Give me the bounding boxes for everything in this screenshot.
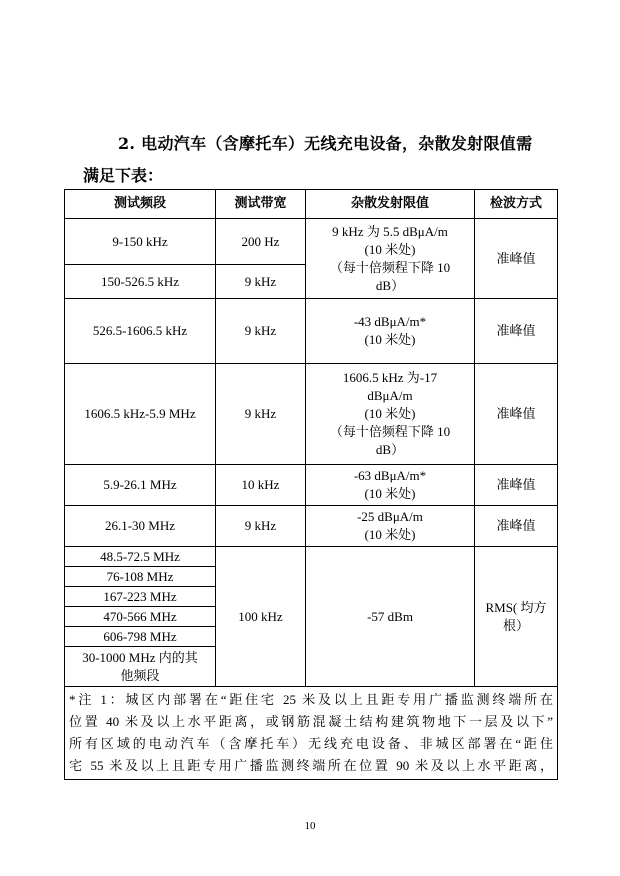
limit-line: (10 米处) — [364, 486, 416, 501]
detector-cell: 准峰值 — [475, 299, 558, 364]
table-row — [65, 547, 558, 567]
detector-cell: 准峰值 — [475, 465, 558, 506]
limit-cell: -57 dBm — [306, 547, 475, 687]
limit-line: (10 米处) — [364, 406, 416, 421]
table-row — [65, 299, 558, 364]
section-heading-line1: 2. 电动汽车（含摩托车）无线充电设备，杂散发射限值需 — [118, 134, 533, 153]
band-cell: 470-566 MHz — [65, 607, 216, 627]
band-cell — [65, 647, 216, 687]
bandwidth-cell: 10 kHz — [216, 465, 306, 506]
limit-line: （每十倍频程下降 10 — [329, 259, 451, 275]
limit-line: -43 dBμA/m* — [353, 314, 427, 329]
table-row — [65, 364, 558, 465]
bandwidth-cell: 9 kHz — [216, 265, 306, 299]
limit-line: 1606.5 kHz 为-17 — [342, 370, 438, 385]
header-detector: 检波方式 — [475, 190, 558, 219]
band-cell: 526.5-1606.5 kHz — [65, 299, 216, 364]
detector-cell: 准峰值 — [475, 364, 558, 465]
limit-line: (10 米处) — [364, 241, 416, 257]
detector-cell: 准峰值 — [475, 506, 558, 547]
page-number: 10 — [304, 820, 316, 832]
header-band: 测试频段 — [65, 190, 216, 219]
detector-cell — [475, 547, 558, 687]
limit-line: 9 kHz 为 5.5 dBμA/m — [332, 223, 448, 239]
limit-line: dB） — [375, 277, 405, 293]
detector-line: 根） — [502, 617, 529, 633]
note-line: 所有区域的电动汽车（含摩托车）无线充电设备、非城区部署在“距住 — [69, 736, 553, 751]
note-row — [65, 687, 558, 780]
detector-line: RMS( 均方 — [485, 599, 547, 615]
band-line: 30-1000 MHz 内的其 — [82, 649, 198, 665]
limit-cell — [306, 506, 475, 547]
section-heading-line2: 满足下表： — [83, 166, 164, 185]
limit-line: (10 米处) — [364, 332, 416, 347]
band-cell: 9-150 kHz — [65, 219, 216, 265]
header-bandwidth: 测试带宽 — [216, 190, 306, 219]
limit-line: (10 米处) — [364, 527, 416, 542]
limit-line: dBμA/m — [367, 388, 413, 403]
emission-limit-table — [64, 189, 558, 780]
table-row — [65, 506, 558, 547]
limit-line: （每十倍频程下降 10 — [329, 424, 451, 439]
note-cell — [65, 687, 558, 780]
band-cell: 1606.5 kHz-5.9 MHz — [65, 364, 216, 465]
bandwidth-cell: 200 Hz — [216, 219, 306, 265]
bandwidth-cell: 9 kHz — [216, 299, 306, 364]
band-cell: 26.1-30 MHz — [65, 506, 216, 547]
limit-line: -25 dBμA/m — [357, 509, 423, 524]
detector-cell: 准峰值 — [475, 219, 558, 299]
limit-cell — [306, 364, 475, 465]
limit-cell — [306, 465, 475, 506]
band-cell: 606-798 MHz — [65, 627, 216, 647]
band-cell: 76-108 MHz — [65, 567, 216, 587]
bandwidth-cell: 9 kHz — [216, 364, 306, 465]
table-header-row — [65, 190, 558, 219]
band-cell: 150-526.5 kHz — [65, 265, 216, 299]
note-line: 宅 55 米及以上且距专用广播监测终端所在位置 90 米及以上水平距离， — [69, 758, 553, 773]
band-cell: 167-223 MHz — [65, 587, 216, 607]
limit-cell — [306, 299, 475, 364]
band-cell: 48.5-72.5 MHz — [65, 547, 216, 567]
limit-line: dB） — [375, 442, 405, 457]
band-cell: 5.9-26.1 MHz — [65, 465, 216, 506]
table-row — [65, 465, 558, 506]
table-row — [65, 219, 558, 265]
note-line: *注 1：城区内部署在“距住宅 25 米及以上且距专用广播监测终端所在 — [69, 692, 553, 707]
bandwidth-cell: 100 kHz — [216, 547, 306, 687]
header-limit: 杂散发射限值 — [306, 190, 475, 219]
bandwidth-cell: 9 kHz — [216, 506, 306, 547]
note-line: 位置 40 米及以上水平距离，或钢筋混凝土结构建筑物地下一层及以下” — [69, 714, 553, 729]
band-line: 他频段 — [120, 667, 160, 683]
limit-line: -63 dBμA/m* — [353, 468, 427, 483]
limit-cell — [306, 219, 475, 299]
